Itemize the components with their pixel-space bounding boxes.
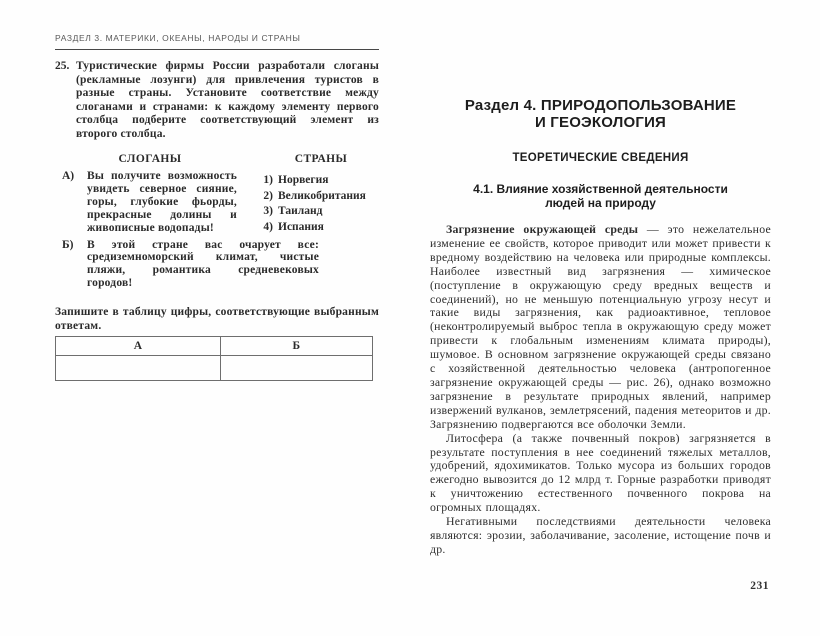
answer-cell-b [220,356,372,381]
answer-table [55,336,373,381]
task-25 [55,60,379,141]
paragraph-lithosphere: Литосфера (а также почвенный покров) загрязняется в результате поступления в нее соединений тяжелых металлов, удобрений, ядохимикатов. Только мусора из больших городов ежегодно вывозится до 12 млрд т. Горные разработки приводят к уничтожению естественного почвенного покрова на огромных площадях. [430,430,771,515]
country-label-4: 4) [263,220,273,233]
left-page [55,0,379,636]
answer-cell-a [56,356,221,381]
slogan-label-b: Б) [62,238,74,251]
theory-body [430,223,771,557]
answer-table-blank-row [56,356,373,381]
country-label-1: 1) [263,174,273,186]
paragraph-consequences: Негативными последствиями деятельности человека являются: эрозии, заболачивание, засоление, истощение почв и др. [430,514,771,556]
running-head: РАЗДЕЛ 3. МАТЕРИКИ, ОКЕАНЫ, НАРОДЫ И СТРАНЫ [55,33,379,50]
country-name-2: Великобритания [278,189,366,202]
country-name-1: Норвегия [278,174,329,186]
answer-table-header-b: Б [220,337,372,356]
slogan-label-a: А) [62,170,75,182]
matching-columns [55,153,379,290]
paragraph-pollution-text: — это нежелательное изменение ее свойств, которое приводит или может привести к вредному воздействию на человека или природные комплексы. Наиболее известный вид загрязнения — химическое (поступление в окружающую среду вредных веществ и соединений), но не меньшую потенциальную угрозу несут и такие виды загрязнения, как радиоактивное, тепловое (неконтролируемый выброс тепла в окружающую среду может привести к глобальным изменениям климата природы), шумовое. В основном загрязнение окружающей среды связано с хозяйственной деятельностью человека (антропогенное загрязнение окружающей среды — рис. 26), однако возможно загрязнение в результате природных явлений, например извержений вулканов, землетрясений, падения метеоритов и др. Загрязнению подвергаются все оболочки Земли. [430,222,771,431]
slogans-column-header: СЛОГАНЫ [118,153,182,165]
task-number: 25. [55,60,70,72]
answer-instruction: Запишите в таблицу цифры, соответствующие выбранным ответам. [55,306,379,332]
theory-subtitle: ТЕОРЕТИЧЕСКИЕ СВЕДЕНИЯ [512,152,689,164]
page-number: 231 [750,580,769,592]
country-item-2 [260,189,382,205]
countries-column-header: СТРАНЫ [294,153,348,165]
right-page [430,0,771,636]
slogan-item-b [55,239,379,291]
countries-column [260,153,382,235]
answer-table-header-row [56,337,373,356]
country-item-1 [260,173,382,189]
country-label-2: 2) [263,189,273,202]
paragraph-pollution [430,223,771,432]
country-name-3: Таиланд [278,205,323,218]
slogan-text-a: Вы получите возможность увидеть северное сияние, горы, глубокие фьорды, прекрасные долины и живописные водопады! [87,170,237,234]
country-item-4 [260,220,382,236]
subsection-title: 4.1. Влияние хозяйственной деятельности людей на природу [473,182,728,210]
section-title: Раздел 4. ПРИРОДОПОЛЬЗОВАНИЕ И ГЕОЭКОЛОГИЯ [464,97,737,131]
slogan-text-b: В этой стране вас очарует все: средиземноморский климат, чистые пляжи, романтика средневековых городов! [87,238,319,290]
task-text: Туристические фирмы России разработали слоганы (рекламные лозунги) для привлечения туристов в разные страны. Установите соответствие между слоганами и странами: к каждому элементу первого столбца подберите соответствующий элемент из второго столбца. [76,60,379,140]
country-name-4: Испания [278,220,324,233]
country-label-3: 3) [263,205,273,218]
country-item-3 [260,204,382,220]
answer-table-header-a: А [56,337,221,356]
paragraph-pollution-bold-lead: Загрязнение окружающей среды [446,222,639,236]
